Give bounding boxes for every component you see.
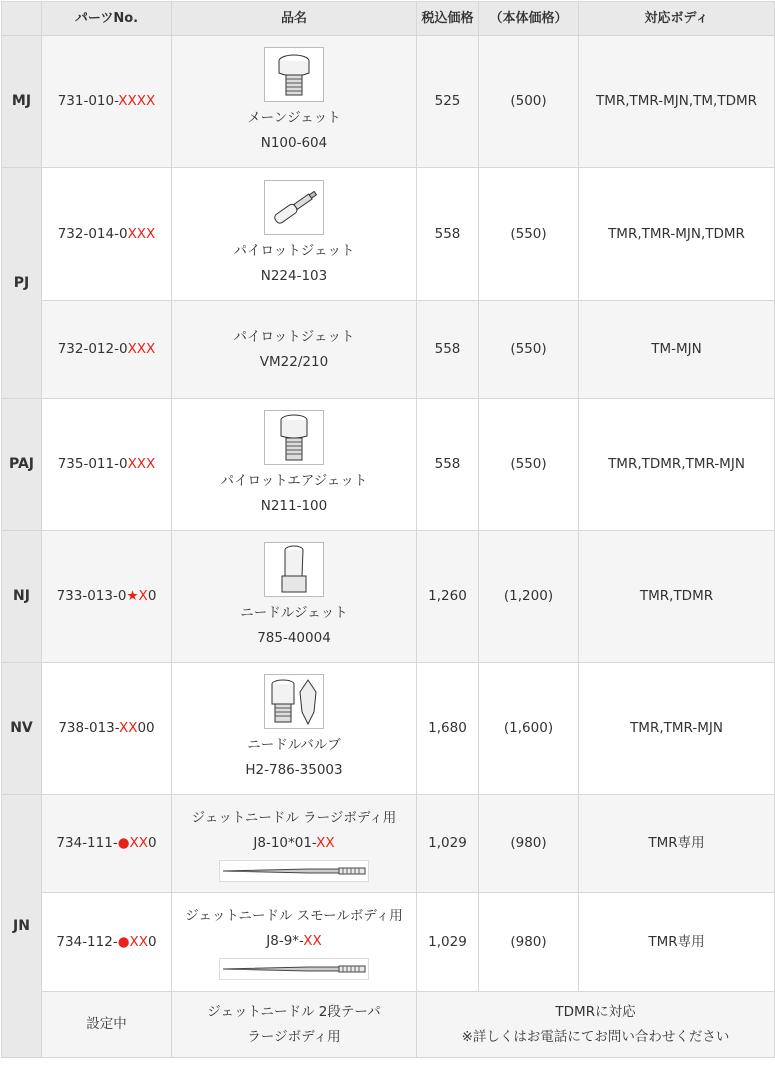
product-name: パイロットジェット <box>233 328 355 345</box>
part-number: 731-010-XXXX <box>42 36 172 168</box>
jet-needle-image <box>219 958 369 980</box>
product-model: VM22/210 <box>259 353 329 370</box>
base-price: (980) <box>479 893 579 992</box>
body-compat: TMR専用 <box>579 795 775 893</box>
price: 558 <box>417 168 479 301</box>
product-model: H2-786-35003 <box>245 762 343 778</box>
parts-table <box>1 1 775 1058</box>
table-row <box>2 663 775 795</box>
price: 1,680 <box>417 663 479 795</box>
product-cell <box>172 663 417 795</box>
pilot-air-jet-image <box>264 410 324 465</box>
base-price: (1,200) <box>479 531 579 663</box>
header-body: 対応ボディ <box>579 2 775 36</box>
body-compat: TMR専用 <box>579 893 775 992</box>
table-row <box>2 168 775 301</box>
part-number: 734-112-●XX0 <box>42 893 172 992</box>
product-model: J8-9*-XX <box>266 933 322 949</box>
body-compat: TMR,TDMR <box>579 531 775 663</box>
product-name: パイロットエアジェット <box>220 473 368 489</box>
part-number: 735-011-0XXX <box>42 399 172 531</box>
availability-note <box>417 992 775 1058</box>
row-code: JN <box>2 795 42 1058</box>
table-row <box>2 992 775 1058</box>
price: 558 <box>417 301 479 399</box>
header-code <box>2 2 42 36</box>
product-cell <box>172 399 417 531</box>
product-cell <box>172 992 417 1058</box>
price: 525 <box>417 36 479 168</box>
body-compat: TM-MJN <box>579 301 775 399</box>
main-jet-image <box>264 47 324 102</box>
product-model: J8-10*01-XX <box>253 834 335 851</box>
table-row <box>2 893 775 992</box>
part-number: 733-013-0★X0 <box>42 531 172 663</box>
product-model: N224-103 <box>260 267 328 284</box>
product-model: 785-40004 <box>257 630 331 646</box>
base-price: (550) <box>479 399 579 531</box>
pilot-jet-image <box>264 180 324 235</box>
price: 1,029 <box>417 795 479 893</box>
base-price: (550) <box>479 301 579 399</box>
price: 1,029 <box>417 893 479 992</box>
header-row <box>2 2 775 36</box>
product-cell <box>172 168 417 301</box>
product-model: N211-100 <box>260 498 328 514</box>
header-price-tax: 税込価格 <box>417 2 479 36</box>
product-cell <box>172 893 417 992</box>
part-number: 732-014-0XXX <box>42 168 172 301</box>
product-name-sub: ラージボディ用 <box>247 1028 341 1045</box>
table-row <box>2 531 775 663</box>
product-cell <box>172 795 417 893</box>
product-cell <box>172 301 417 399</box>
table-row <box>2 795 775 893</box>
needle-jet-image <box>264 542 324 597</box>
row-code: PJ <box>2 168 42 399</box>
product-name: パイロットジェット <box>233 242 355 259</box>
part-number: 738-013-XX00 <box>42 663 172 795</box>
jet-needle-image <box>219 860 369 882</box>
base-price: (550) <box>479 168 579 301</box>
part-number: 設定中 <box>42 992 172 1058</box>
table-row <box>2 301 775 399</box>
product-name: ジェットニードル スモールボディ用 <box>185 908 403 924</box>
row-code: MJ <box>2 36 42 168</box>
product-name: メーンジェット <box>247 110 341 126</box>
price: 1,260 <box>417 531 479 663</box>
note-line: ※詳しくはお電話にてお問い合わせください <box>461 1028 730 1045</box>
part-number: 732-012-0XXX <box>42 301 172 399</box>
part-number: 734-111-●XX0 <box>42 795 172 893</box>
product-model: N100-604 <box>260 135 328 151</box>
base-price: (1,600) <box>479 663 579 795</box>
header-parts-no: パーツNo. <box>42 2 172 36</box>
table-row <box>2 36 775 168</box>
product-name: ニードルジェット <box>240 605 348 621</box>
header-product: 品名 <box>172 2 417 36</box>
body-compat: TMR,TMR-MJN <box>579 663 775 795</box>
row-code: NV <box>2 663 42 795</box>
product-name: ニードルバルブ <box>247 737 341 753</box>
note-line: TDMRに対応 <box>555 1003 636 1020</box>
base-price: (500) <box>479 36 579 168</box>
needle-valve-image <box>264 674 324 729</box>
row-code: PAJ <box>2 399 42 531</box>
product-cell <box>172 36 417 168</box>
body-compat: TMR,TMR-MJN,TDMR <box>579 168 775 301</box>
body-compat: TMR,TMR-MJN,TM,TDMR <box>579 36 775 168</box>
header-price-base: （本体価格） <box>479 2 579 36</box>
price: 558 <box>417 399 479 531</box>
base-price: (980) <box>479 795 579 893</box>
table-row <box>2 399 775 531</box>
row-code: NJ <box>2 531 42 663</box>
product-name: ジェットニードル 2段テーパ <box>207 1003 381 1020</box>
product-cell <box>172 531 417 663</box>
product-name: ジェットニードル ラージボディ用 <box>191 809 397 826</box>
body-compat: TMR,TDMR,TMR-MJN <box>579 399 775 531</box>
